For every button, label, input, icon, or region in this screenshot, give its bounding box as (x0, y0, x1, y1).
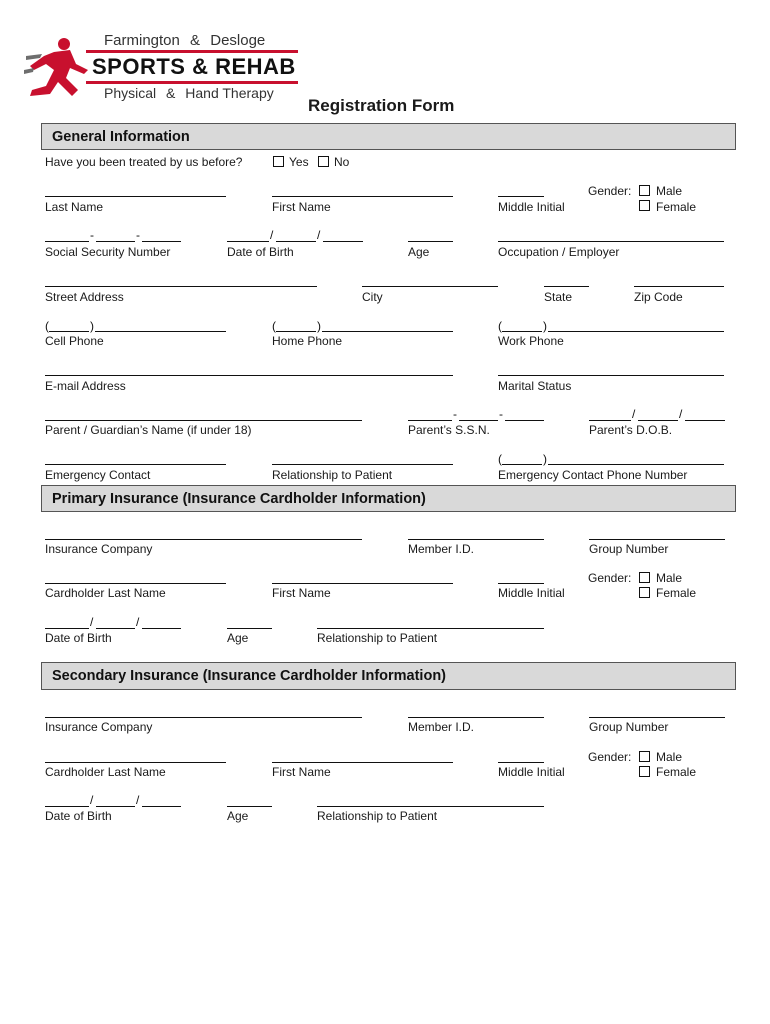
email-label: E-mail Address (45, 379, 126, 393)
secondary-group-label: Group Number (589, 720, 669, 734)
parent-ssn-part1-field[interactable] (408, 420, 452, 421)
primary-first-name-label: First Name (272, 586, 331, 600)
logo-ampersand-2: & (166, 85, 176, 101)
gender-female-label: Female (656, 200, 697, 214)
secondary-company-field[interactable] (45, 717, 362, 718)
email-field[interactable] (45, 375, 453, 376)
logo-desloge: Desloge (210, 32, 266, 49)
secondary-age-label: Age (227, 809, 249, 823)
general-information-header (41, 123, 736, 150)
gender-male-checkbox[interactable] (639, 185, 650, 196)
street-label: Street Address (45, 290, 124, 304)
cell-phone-field[interactable] (95, 331, 226, 332)
primary-member-id-field[interactable] (408, 539, 544, 540)
secondary-dob-label: Date of Birth (45, 809, 112, 823)
treated-no-label: No (334, 155, 350, 169)
dob-month-field[interactable] (227, 241, 269, 242)
state-label: State (544, 290, 573, 304)
city-label: City (362, 290, 383, 304)
first-name-field[interactable] (272, 196, 453, 197)
emergency-relationship-field[interactable] (272, 464, 453, 465)
marital-status-field[interactable] (498, 375, 724, 376)
cell-area-field[interactable] (49, 331, 89, 332)
primary-age-label: Age (227, 631, 249, 645)
middle-initial-label: Middle Initial (498, 200, 565, 214)
emergency-contact-field[interactable] (45, 464, 226, 465)
primary-gender-label: Gender: (588, 571, 632, 585)
secondary-gender-female-label: Female (656, 765, 697, 779)
gender-male-label: Male (656, 184, 683, 198)
last-name-field[interactable] (45, 196, 226, 197)
cell-phone-label: Cell Phone (45, 334, 104, 348)
secondary-group-field[interactable] (589, 717, 725, 718)
logo-hand-therapy: Hand Therapy (185, 85, 274, 101)
age-label: Age (408, 245, 430, 259)
home-phone-field[interactable] (322, 331, 453, 332)
parent-ssn-label: Parent’s S.S.N. (408, 423, 490, 437)
street-field[interactable] (45, 286, 317, 287)
treated-no-checkbox[interactable] (318, 156, 329, 167)
occupation-field[interactable] (498, 241, 724, 242)
state-field[interactable] (544, 286, 589, 287)
secondary-middle-initial-field[interactable] (498, 762, 544, 763)
primary-insurance-title: Primary Insurance (Insurance Cardholder Information) (52, 491, 426, 507)
dob-label: Date of Birth (227, 245, 294, 259)
logo-farmington: Farmington (104, 32, 180, 49)
primary-insurance-header (41, 485, 736, 512)
primary-last-name-label: Cardholder Last Name (45, 586, 166, 600)
treated-yes-label: Yes (289, 155, 309, 169)
primary-dob-day-field[interactable] (96, 628, 135, 629)
general-information-title: General Information (52, 129, 190, 145)
primary-first-name-field[interactable] (272, 583, 453, 584)
secondary-dob-month-field[interactable] (45, 806, 89, 807)
emergency-phone-label: Emergency Contact Phone Number (498, 468, 688, 482)
secondary-last-name-field[interactable] (45, 762, 226, 763)
zip-label: Zip Code (634, 290, 683, 304)
logo-sports-rehab: SPORTS & REHAB (92, 54, 296, 79)
emergency-relationship-label: Relationship to Patient (272, 468, 393, 482)
secondary-member-id-label: Member I.D. (408, 720, 475, 734)
secondary-gender-label: Gender: (588, 750, 632, 764)
secondary-insurance-header (41, 662, 736, 690)
form-title: Registration Form (308, 96, 455, 115)
secondary-member-id-field[interactable] (408, 717, 544, 718)
parent-dob-day-field[interactable] (638, 420, 678, 421)
secondary-first-name-field[interactable] (272, 762, 453, 763)
primary-relationship-label: Relationship to Patient (317, 631, 438, 645)
middle-initial-field[interactable] (498, 196, 544, 197)
parent-dob-label: Parent’s D.O.B. (589, 423, 673, 437)
primary-age-field[interactable] (227, 628, 272, 629)
parent-ssn-part2-field[interactable] (459, 420, 498, 421)
parent-dob-month-field[interactable] (589, 420, 631, 421)
emergency-contact-label: Emergency Contact (45, 468, 151, 482)
secondary-gender-female-checkbox[interactable] (639, 766, 650, 777)
ssn-label: Social Security Number (45, 245, 171, 259)
primary-gender-male-checkbox[interactable] (639, 572, 650, 583)
treated-question: Have you been treated by us before? (45, 155, 243, 169)
secondary-last-name-label: Cardholder Last Name (45, 765, 166, 779)
city-field[interactable] (362, 286, 498, 287)
primary-relationship-field[interactable] (317, 628, 544, 629)
ssn-part2-field[interactable] (96, 241, 135, 242)
work-area-field[interactable] (502, 331, 542, 332)
primary-gender-male-label: Male (656, 571, 683, 585)
home-area-field[interactable] (276, 331, 316, 332)
secondary-company-label: Insurance Company (45, 720, 153, 734)
secondary-insurance-title: Secondary Insurance (Insurance Cardholder Information) (52, 668, 446, 684)
dob-day-field[interactable] (276, 241, 316, 242)
primary-group-label: Group Number (589, 542, 669, 556)
zip-field[interactable] (634, 286, 724, 287)
ssn-part3-field[interactable] (142, 241, 181, 242)
primary-last-name-field[interactable] (45, 583, 226, 584)
secondary-first-name-label: First Name (272, 765, 331, 779)
secondary-gender-male-checkbox[interactable] (639, 751, 650, 762)
secondary-gender-male-label: Male (656, 750, 683, 764)
treated-yes-checkbox[interactable] (273, 156, 284, 167)
secondary-dob-year-field[interactable] (142, 806, 181, 807)
gender-female-checkbox[interactable] (639, 200, 650, 211)
secondary-relationship-label: Relationship to Patient (317, 809, 438, 823)
logo (24, 30, 304, 110)
guardian-name-label: Parent / Guardian’s Name (if under 18) (45, 423, 252, 437)
primary-dob-year-field[interactable] (142, 628, 181, 629)
emergency-phone-field[interactable] (548, 464, 724, 465)
work-phone-label: Work Phone (498, 334, 564, 348)
primary-middle-initial-label: Middle Initial (498, 586, 565, 600)
gender-label: Gender: (588, 184, 632, 198)
marital-status-label: Marital Status (498, 379, 572, 393)
guardian-name-field[interactable] (45, 420, 362, 421)
parent-dob-year-field[interactable] (685, 420, 725, 421)
secondary-relationship-field[interactable] (317, 806, 544, 807)
primary-dob-month-field[interactable] (45, 628, 89, 629)
logo-ampersand-1: & (190, 32, 201, 49)
parent-ssn-part3-field[interactable] (505, 420, 544, 421)
work-phone-field[interactable] (548, 331, 724, 332)
primary-group-field[interactable] (589, 539, 725, 540)
primary-member-id-label: Member I.D. (408, 542, 475, 556)
primary-middle-initial-field[interactable] (498, 583, 544, 584)
home-phone-label: Home Phone (272, 334, 343, 348)
last-name-label: Last Name (45, 200, 104, 214)
age-field[interactable] (408, 241, 453, 242)
secondary-dob-day-field[interactable] (96, 806, 135, 807)
secondary-age-field[interactable] (227, 806, 272, 807)
logo-physical: Physical (104, 85, 157, 101)
primary-dob-label: Date of Birth (45, 631, 112, 645)
emergency-area-field[interactable] (502, 464, 542, 465)
occupation-label: Occupation / Employer (498, 245, 620, 259)
primary-gender-female-checkbox[interactable] (639, 587, 650, 598)
primary-company-field[interactable] (45, 539, 362, 540)
dob-year-field[interactable] (323, 241, 363, 242)
ssn-part1-field[interactable] (45, 241, 89, 242)
first-name-label: First Name (272, 200, 331, 214)
primary-gender-female-label: Female (656, 586, 697, 600)
primary-company-label: Insurance Company (45, 542, 153, 556)
secondary-middle-initial-label: Middle Initial (498, 765, 565, 779)
